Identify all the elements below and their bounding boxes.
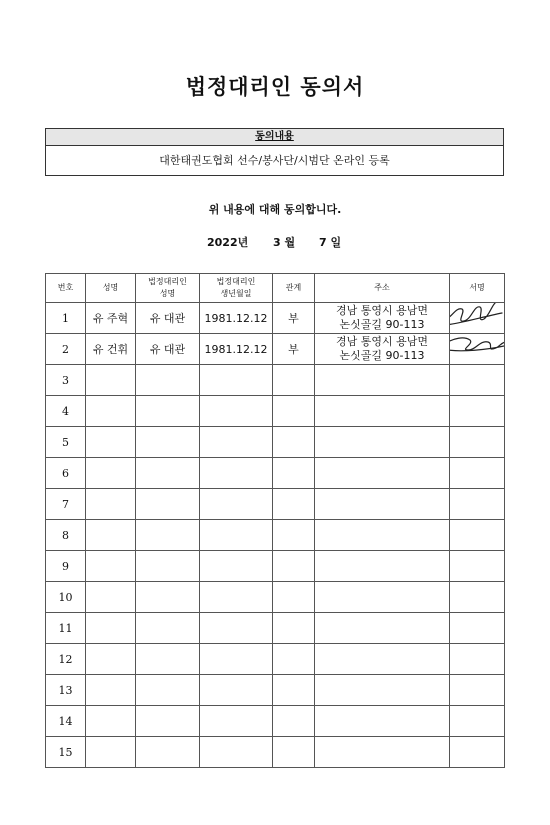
row-name <box>86 365 136 396</box>
table-row <box>46 551 505 582</box>
row-address <box>315 489 450 520</box>
row-guardian-name <box>136 489 200 520</box>
row-number: 13 <box>46 675 86 706</box>
row-guardian-name <box>136 365 200 396</box>
header-guardian-name: 법정대리인 성명 <box>136 274 200 303</box>
table-row <box>46 520 505 551</box>
row-name: 유 건휘 <box>86 334 136 365</box>
header-signature: 서명 <box>450 274 505 303</box>
consent-header-label: 동의내용 <box>255 131 294 142</box>
date-year: 2022년 <box>207 236 249 249</box>
agreement-statement: 위 내용에 대해 동의합니다. <box>208 203 342 216</box>
guardian-table <box>45 273 505 768</box>
row-address <box>315 334 450 365</box>
row-name <box>86 520 136 551</box>
table-row <box>46 334 505 365</box>
row-number: 5 <box>46 427 86 458</box>
table-row <box>46 706 505 737</box>
row-signature <box>450 365 505 396</box>
row-number: 8 <box>46 520 86 551</box>
row-name <box>86 582 136 613</box>
table-row <box>46 489 505 520</box>
row-signature <box>450 644 505 675</box>
row-number: 11 <box>46 613 86 644</box>
row-signature <box>450 489 505 520</box>
table-row <box>46 582 505 613</box>
row-signature <box>450 458 505 489</box>
row-signature <box>450 675 505 706</box>
consent-text: 대한태권도협회 선수/봉사단/시범단 온라인 등록 <box>159 154 390 167</box>
row-relation <box>273 706 315 737</box>
consent-box <box>45 128 504 176</box>
row-guardian-birth <box>200 520 273 551</box>
row-address <box>315 737 450 768</box>
row-name <box>86 396 136 427</box>
row-relation <box>273 458 315 489</box>
row-name <box>86 737 136 768</box>
row-number: 14 <box>46 706 86 737</box>
consent-header <box>46 129 503 146</box>
row-guardian-birth <box>200 675 273 706</box>
row-relation: 부 <box>273 303 315 334</box>
row-name <box>86 458 136 489</box>
table-row <box>46 675 505 706</box>
row-relation <box>273 489 315 520</box>
row-number: 4 <box>46 396 86 427</box>
row-address <box>315 613 450 644</box>
header-address: 주소 <box>315 274 450 303</box>
row-name <box>86 706 136 737</box>
table-row <box>46 365 505 396</box>
table-row <box>46 396 505 427</box>
row-guardian-birth <box>200 737 273 768</box>
row-signature <box>450 396 505 427</box>
row-address <box>315 582 450 613</box>
row-relation <box>273 675 315 706</box>
row-guardian-name <box>136 706 200 737</box>
row-number: 3 <box>46 365 86 396</box>
table-row <box>46 458 505 489</box>
row-address <box>315 675 450 706</box>
row-guardian-birth <box>200 489 273 520</box>
row-relation <box>273 582 315 613</box>
row-guardian-name <box>136 613 200 644</box>
row-guardian-birth: 1981.12.12 <box>200 303 273 334</box>
row-number: 15 <box>46 737 86 768</box>
document-title: 법정대리인 동의서 <box>185 75 365 99</box>
row-guardian-name <box>136 520 200 551</box>
row-guardian-birth <box>200 644 273 675</box>
header-guardian-birth: 법정대리인 생년월일 <box>200 274 273 303</box>
row-relation <box>273 737 315 768</box>
row-number: 6 <box>46 458 86 489</box>
row-guardian-birth <box>200 582 273 613</box>
row-signature <box>450 334 505 365</box>
handwritten-signature <box>450 303 505 334</box>
row-address-line: 논싯골길 90-113 <box>339 318 425 331</box>
date-day: 7 일 <box>319 236 342 249</box>
row-guardian-birth <box>200 365 273 396</box>
row-address <box>315 551 450 582</box>
table-row <box>46 644 505 675</box>
row-signature <box>450 520 505 551</box>
row-address <box>315 520 450 551</box>
table-row <box>46 303 505 334</box>
row-guardian-name <box>136 675 200 706</box>
row-address <box>315 303 450 334</box>
row-signature <box>450 551 505 582</box>
table-row <box>46 737 505 768</box>
row-relation <box>273 520 315 551</box>
row-signature <box>450 303 505 334</box>
row-number: 10 <box>46 582 86 613</box>
row-guardian-name <box>136 737 200 768</box>
row-relation <box>273 365 315 396</box>
row-address <box>315 396 450 427</box>
row-relation <box>273 396 315 427</box>
row-relation <box>273 644 315 675</box>
row-name <box>86 551 136 582</box>
row-guardian-birth <box>200 396 273 427</box>
row-name <box>86 644 136 675</box>
row-number: 9 <box>46 551 86 582</box>
row-number: 12 <box>46 644 86 675</box>
row-address-line: 경남 통영시 용남면 <box>335 335 428 348</box>
row-address <box>315 458 450 489</box>
row-number: 2 <box>46 334 86 365</box>
row-relation <box>273 551 315 582</box>
row-name: 유 주혁 <box>86 303 136 334</box>
row-signature <box>450 427 505 458</box>
row-guardian-birth <box>200 613 273 644</box>
table-row <box>46 427 505 458</box>
row-name <box>86 675 136 706</box>
row-relation: 부 <box>273 334 315 365</box>
row-guardian-birth <box>200 427 273 458</box>
row-address <box>315 427 450 458</box>
row-guardian-name <box>136 644 200 675</box>
table-header-row <box>46 274 505 303</box>
header-relation: 관계 <box>273 274 315 303</box>
table-body <box>46 303 505 768</box>
row-address <box>315 706 450 737</box>
row-guardian-birth <box>200 458 273 489</box>
row-relation <box>273 427 315 458</box>
row-number: 1 <box>46 303 86 334</box>
row-guardian-birth: 1981.12.12 <box>200 334 273 365</box>
row-signature <box>450 737 505 768</box>
row-address-line: 경남 통영시 용남면 <box>335 304 428 317</box>
row-guardian-name: 유 대관 <box>136 334 200 365</box>
row-address <box>315 644 450 675</box>
header-no: 번호 <box>46 274 86 303</box>
row-guardian-name <box>136 427 200 458</box>
row-signature <box>450 582 505 613</box>
row-guardian-name <box>136 396 200 427</box>
row-address <box>315 365 450 396</box>
row-signature <box>450 706 505 737</box>
row-guardian-name: 유 대관 <box>136 303 200 334</box>
row-address-line: 논싯골길 90-113 <box>339 349 425 362</box>
row-number: 7 <box>46 489 86 520</box>
date-month: 3 월 <box>273 236 296 249</box>
row-guardian-name <box>136 582 200 613</box>
row-signature <box>450 613 505 644</box>
row-name <box>86 427 136 458</box>
row-relation <box>273 613 315 644</box>
table-row <box>46 613 505 644</box>
row-guardian-name <box>136 551 200 582</box>
handwritten-signature <box>450 334 505 365</box>
row-guardian-name <box>136 458 200 489</box>
row-name <box>86 489 136 520</box>
row-guardian-birth <box>200 706 273 737</box>
row-guardian-birth <box>200 551 273 582</box>
row-name <box>86 613 136 644</box>
header-name: 성명 <box>86 274 136 303</box>
